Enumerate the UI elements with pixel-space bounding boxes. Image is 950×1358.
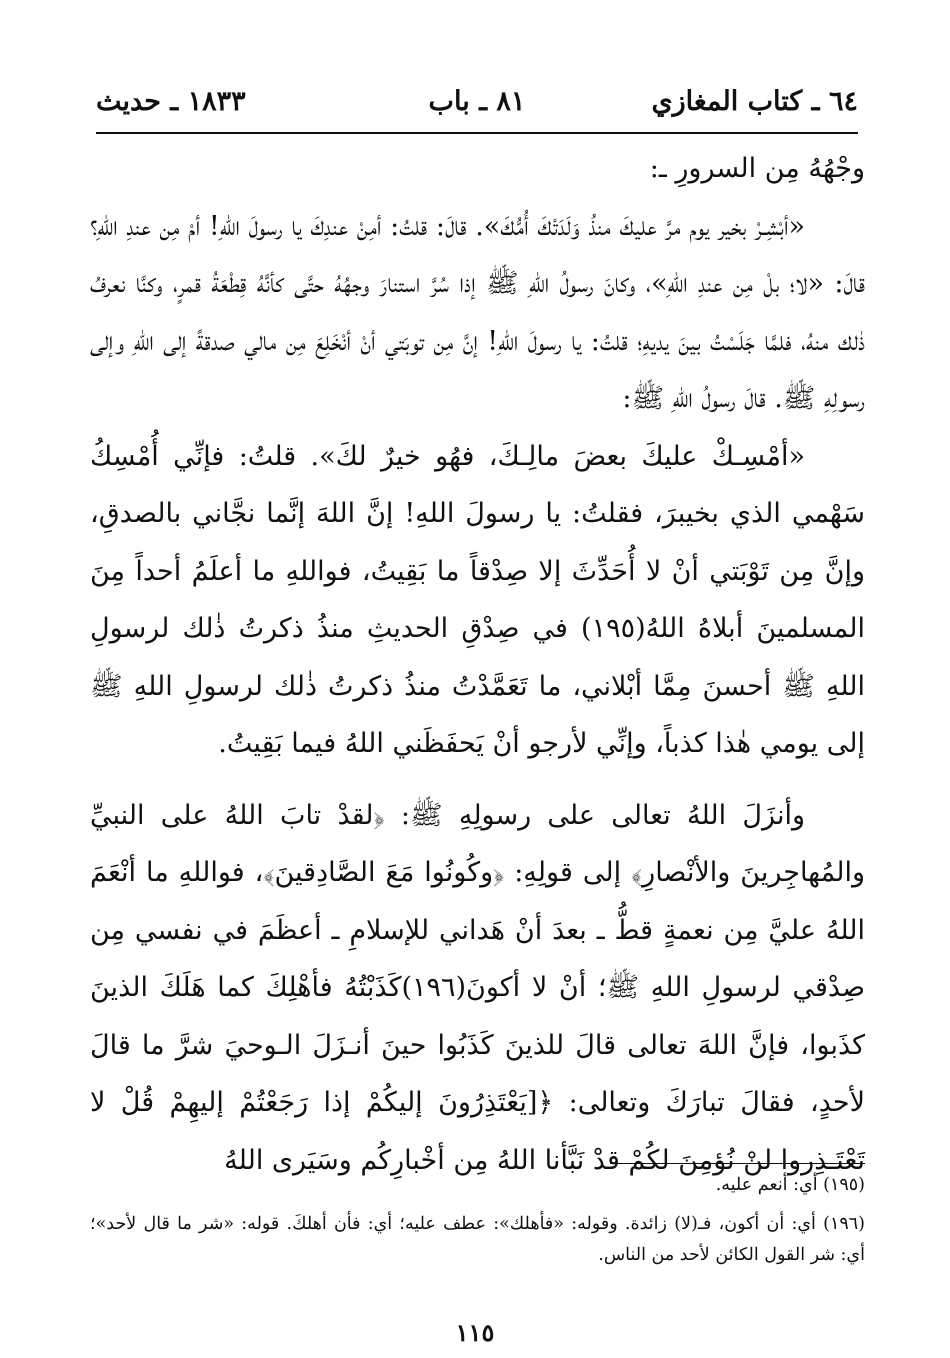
footnotes — [90, 1170, 865, 1271]
paragraph: «أبْشِـرْ بخير يوم مرَّ عليكَ منذُ وَلَدَتْكَ أُمُّكَ». قالَ: قلتُ: أمِنْ عندِكَ يا رسولَ اللهِ! أمْ مِن عندِ اللهِ؟ قالَ: «لا؛ بلْ مِن عندِ اللهِ»، وكانَ رسولُ اللهِ ﷺ إذا سُرَّ استنارَ وجهُهُ حتَّى كأنَّهُ قِطْعَةُ قمرٍ، وكنَّا نعرفُ ذٰلك منهُ، فلمَّا جَلَسْتُ بينَ يديهِ؛ قلتُ: يا رسولَ اللهِ! إنَّ مِن توبَتي أنْ أنْخَلِعَ مِن مالي صدقةً إلى اللهِ وإلى رسولِهِ ﷺ. قالَ رسولُ اللهِ ﷺ: — [90, 210, 865, 414]
footnote: (١٩٥) أي: أنعم عليه. — [715, 1175, 865, 1195]
footnote: (١٩٦) أي: أن أكون، فـ(لا) زائدة. وقوله: «فأهلك»: عطف عليه؛ أي: فأن أهلكَ. قوله: «شر ما قال لأحد»؛ أي: شر القول الكائن لأحد من الناس. — [90, 1214, 865, 1265]
header-hadith-number: ١٨٣٣ ـ حديث — [96, 86, 246, 117]
header-chapter: ٦٤ ـ كتاب المغازي — [651, 86, 858, 117]
main-text — [90, 140, 865, 1189]
paragraph: وأنزَلَ اللهُ تعالى على رسولِهِ ﷺ: ﴿لقدْ تابَ اللهُ على النبيِّ والمُهاجِرينَ والأنْصارِ﴾ إلى قولِهِ: ﴿وكُونُوا مَعَ الصَّادِقينَ﴾، فواللهِ ما أنْعَمَ اللهُ عليَّ مِن نعمةٍ قطُّ ـ بعدَ أنْ هَداني للإسلامِ ـ أعظَمَ في نفسي مِن صِدْقي لرسولِ اللهِ ﷺ؛ أنْ لا أكونَ(١٩٦)كَذَبْتُهُ فأهْلِكَ كما هَلَكَ الذينَ كذَبوا، فإنَّ اللهَ تعالى قالَ للذينَ كَذَبُوا حينَ أنـزَلَ الـوحيَ شرَّ ما قالَ لأحدٍ، فقالَ تبارَكَ وتعالى: ﴿[يَعْتَذِرُونَ إليكُمْ إذا رَجَعْتُمْ إليهِمْ قُلْ لا تَعْتَـذِروا لنْ نُؤمِنَ لكُمْ قدْ نَبَّأنا اللهُ مِن أخْبارِكُم وسَيَرى اللهُ — [90, 799, 865, 1176]
header-section: ٨١ ـ باب — [428, 86, 526, 117]
paragraph: وجْهُهُ مِن السرورِ ـ: — [649, 153, 865, 184]
running-header — [96, 86, 858, 126]
page-number: ١١٥ — [455, 1318, 495, 1347]
paragraph: «أمْسِـكْ عليكَ بعضَ مالِـكَ، فهُو خيرٌ لكَ». قلتُ: فإنِّي أُمْسِكُ سَهْمي الذي بخيبرَ، فقلتُ: يا رسولَ اللهِ! إنَّ اللهَ إنَّما نجَّاني بالصدقِ، وإنَّ مِن تَوْبَتي أنْ لا أُحَدِّثَ إلا صِدْقاً ما بَقِيتُ، فواللهِ ما أعلَمُ أحداً مِنَ المسلمينَ أبلاهُ اللهُ(١٩٥) في صِدْقِ الحديثِ منذُ ذكرتُ ذٰلك لرسولِ اللهِ ﷺ أحسنَ مِمَّا أبْلاني، ما تَعَمَّدْتُ منذُ ذكرتُ ذٰلك لرسولِ اللهِ ﷺ إلى يومي هٰذا كذباً، وإنِّي لأرجو أنْ يَحفَظَني اللهُ فيما بَقِيتُ. — [90, 440, 865, 759]
header-rule — [96, 132, 858, 134]
footnote-rule — [610, 1163, 865, 1164]
